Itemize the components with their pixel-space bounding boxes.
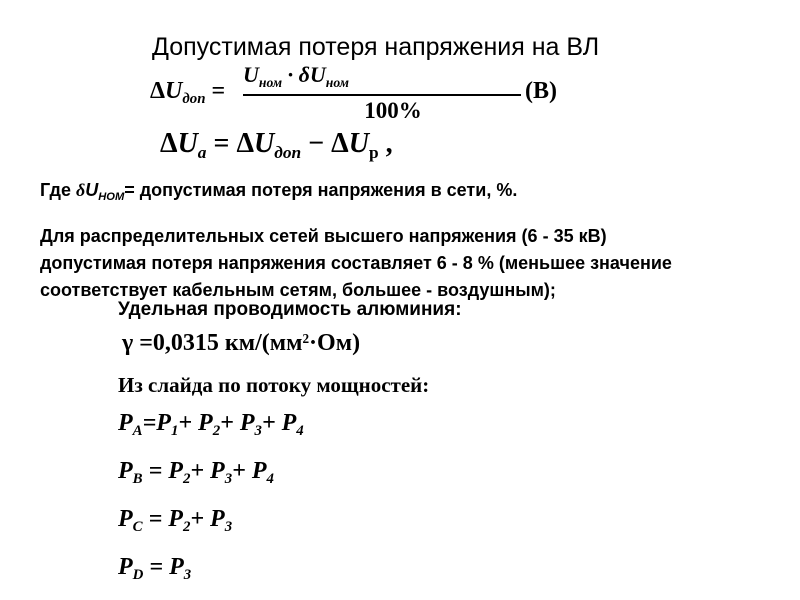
gamma-symbol: γ	[122, 330, 134, 356]
paragraph-line-3: соответствует кабельным сетям, большее - воздушным);	[40, 280, 556, 300]
u-3: U	[348, 128, 369, 159]
where-u: U	[85, 180, 99, 200]
formula1-numerator	[243, 62, 349, 88]
p-rhs: = P	[142, 458, 183, 484]
p-subscript: D	[132, 567, 144, 584]
conductivity-label: Удельная проводимость алюминия:	[118, 299, 462, 320]
p-symbol: P	[118, 506, 133, 532]
p-subscript: B	[132, 471, 143, 488]
equation-pa: $P_A=P_1+ P_2+ P_3+ P_4$	[118, 410, 304, 440]
gamma-sup: 2	[302, 330, 310, 346]
equation-pb: $P_B = P_2+ P_3+ P_4$	[118, 458, 274, 488]
p-term-sub: 4	[296, 423, 304, 440]
equation-pc: $P_C = P_2+ P_3$	[118, 506, 233, 536]
where-u-sub: НОМ	[98, 190, 125, 203]
formula-active-loss	[160, 128, 393, 163]
gamma-formula	[122, 330, 360, 357]
comma: ,	[378, 128, 393, 159]
delta-3: Δ	[331, 128, 349, 159]
p-subscript: A	[132, 423, 143, 440]
p-term-sub: 3	[224, 519, 233, 536]
p-symbol: P	[118, 458, 133, 484]
num-u1-sub: ном	[258, 74, 283, 90]
num-u1: U	[243, 62, 259, 87]
p-term-sub: 3	[224, 471, 233, 488]
equation-pd	[118, 554, 192, 584]
formula1-denominator: 100%	[364, 98, 422, 123]
num-u2-sub: ном	[325, 74, 349, 90]
where-definition	[40, 180, 517, 201]
u-symbol: U	[165, 78, 183, 104]
p-term-sub: 2	[182, 519, 191, 536]
u-2-sub: доп	[274, 143, 302, 163]
p-term-sub: 2	[182, 471, 191, 488]
gamma-rest: ·Ом)	[309, 330, 361, 356]
gamma-value: =0,0315 км/(мм	[133, 330, 303, 356]
p-symbol: P	[118, 554, 133, 580]
fraction-bar	[243, 94, 521, 96]
where-text: = допустимая потеря напряжения в сети, %.	[124, 180, 518, 200]
p-term-sub: 3	[254, 423, 262, 440]
delta-1: Δ	[160, 128, 178, 159]
u-subscript: доп	[182, 91, 206, 108]
p-term-sub: 4	[266, 471, 274, 488]
u-3-sub: р	[368, 143, 379, 163]
p-term-sub: 1	[170, 423, 179, 440]
minus-sign: −	[301, 128, 332, 159]
num-dot: ·	[282, 62, 299, 87]
where-delta: δ	[75, 180, 86, 200]
u-1: U	[177, 128, 198, 159]
paragraph-line-2: допустимая потеря напряжения составляет 6 - 8 % (меньшее значение	[40, 253, 672, 273]
formula1-lhs	[150, 78, 226, 108]
num-u2: U	[309, 62, 326, 87]
p-subscript: C	[132, 519, 143, 536]
p-term-sub: 2	[212, 423, 221, 440]
equals-2: =	[206, 128, 237, 159]
formula1-unit: (В)	[525, 78, 557, 104]
num-delta: δ	[298, 62, 310, 87]
where-prefix: Где	[40, 180, 76, 200]
equals-sign: =	[205, 78, 226, 104]
delta-symbol: Δ	[150, 78, 166, 104]
p-term-sub: 3	[183, 567, 192, 584]
p-rhs: = P	[143, 554, 184, 580]
u-1-sub: a	[197, 143, 207, 163]
paragraph-line-1: Для распределительных сетей высшего напряжения (6 - 35 кВ)	[40, 226, 607, 246]
delta-2: Δ	[236, 128, 255, 159]
u-2: U	[254, 128, 275, 159]
slide-note: Из слайда по потоку мощностей:	[118, 373, 430, 397]
p-rhs: = P	[142, 506, 183, 532]
slide-title: Допустимая потеря напряжения на ВЛ	[152, 33, 600, 61]
p-symbol: P	[118, 410, 133, 436]
p-rhs: =P	[142, 410, 171, 436]
